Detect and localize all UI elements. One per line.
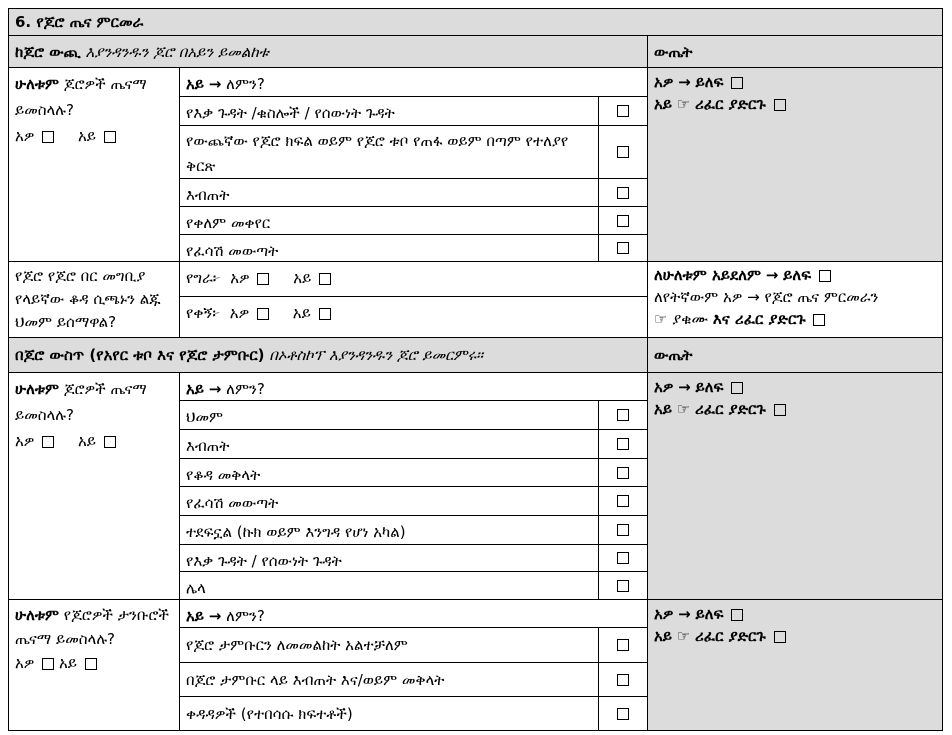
s4-if-no-label: አይ <box>186 607 205 625</box>
s1-item-1-checkbox[interactable] <box>617 146 629 158</box>
s3-item-0-checkbox[interactable] <box>617 409 629 421</box>
s1-question-bold: ሁለቱም <box>15 75 59 93</box>
s2-res-any-yes: ለየትኛውም አዎ <box>654 288 743 306</box>
s3-item-3: የፈሳሽ መውጣት <box>180 487 599 516</box>
s3-yes-label: አዎ <box>15 432 35 450</box>
s1-item-2-checkbox[interactable] <box>617 187 629 199</box>
s3-question-text: ጆሮዎች ጤናማ ይመስላሉ? <box>15 380 147 424</box>
s4-question-cell <box>9 600 180 731</box>
s3-question-bold: ሁለቱም <box>15 380 59 398</box>
section1-result-header: ውጤት <box>648 36 943 68</box>
s3-item-0-checkbox-cell <box>599 401 648 430</box>
s1-no-checkbox[interactable] <box>104 131 116 143</box>
pointing-hand-icon: ☞ <box>676 627 691 645</box>
s1-if-no <box>180 68 648 97</box>
arrow-icon: → <box>208 607 222 625</box>
s3-if-no-label: አይ <box>186 380 205 398</box>
s2-res-none: ለሁለቱም አይደለም <box>654 266 761 284</box>
s3-item-4: ተደፍኗል (ኩክ ወይም እንግዳ የሆነ አካል) <box>180 516 599 545</box>
s4-res-pass: ይለፍ <box>695 605 724 623</box>
s2-right-no-checkbox[interactable] <box>319 308 331 320</box>
section1-title: ከጆሮ ውጪ <box>15 43 81 61</box>
section3-result-header: ውጤት <box>648 338 943 373</box>
s3-yes-checkbox[interactable] <box>42 436 54 448</box>
s4-no-label: አይ <box>58 654 77 672</box>
s1-res-pass-checkbox[interactable] <box>731 77 743 89</box>
s2-res-pass-checkbox[interactable] <box>819 270 831 282</box>
s3-item-2: የቆዳ መቅላት <box>180 459 599 487</box>
s2-question-cell: የጆሮ የጆሮ በር መግቢያ የላይኛው ቆዳ ሲጫኑን ልጁ ህመም ይሰማዋል? <box>9 262 180 338</box>
s4-res-yes: አዎ <box>654 605 674 623</box>
s1-item-2-checkbox-cell <box>599 179 648 207</box>
pointing-hand-icon: ☞ <box>654 310 668 328</box>
s3-item-6-checkbox-cell <box>599 572 648 600</box>
s1-item-0-checkbox-cell <box>599 97 648 126</box>
section1-header <box>9 36 648 68</box>
s3-item-4-checkbox-cell <box>599 516 648 545</box>
s1-res-refer: ሪፈር ያድርጉ <box>695 95 766 113</box>
arrow-icon: → <box>747 288 760 306</box>
section1-instruction: እያንዳንዱን ጆሮ በአይን ይመልከቱ <box>85 43 269 61</box>
s2-left-no-checkbox[interactable] <box>319 273 331 285</box>
s4-item-2-checkbox-cell <box>599 697 648 731</box>
s4-question-bold: ሁለቱም <box>15 606 59 624</box>
s1-item-1-checkbox-cell <box>599 126 648 179</box>
s3-res-refer: ሪፈር ያድርጉ <box>695 400 766 418</box>
s4-item-0-checkbox-cell <box>599 628 648 663</box>
s1-res-refer-checkbox[interactable] <box>774 99 786 111</box>
s3-res-pass: ይለፍ <box>695 378 724 396</box>
s4-item-1-checkbox-cell <box>599 663 648 697</box>
s1-if-no-label: አይ <box>186 75 205 93</box>
s2-res-pass: ይለፍ <box>783 266 812 284</box>
s1-item-0: የእቃ ጉዳት /ቁስሎች / የሰውነት ጉዳት <box>180 97 599 126</box>
arrow-icon: → <box>208 380 222 398</box>
s4-res-refer-checkbox[interactable] <box>774 631 786 643</box>
s4-res-no: አይ <box>654 627 673 645</box>
s1-item-3: የቀለም መቀየር <box>180 207 599 235</box>
s1-result-cell <box>648 68 943 262</box>
s2-res-stop: ያቁሙ <box>672 310 709 328</box>
s3-item-1: እብጠት <box>180 430 599 459</box>
s1-no-label: አይ <box>78 127 97 145</box>
s3-item-6: ሌላ <box>180 572 599 600</box>
s4-if-no <box>180 600 648 628</box>
s1-res-no: አይ <box>654 95 673 113</box>
arrow-icon: → <box>765 266 779 284</box>
s2-result-cell <box>648 262 943 338</box>
s1-item-4-checkbox-cell <box>599 235 648 262</box>
s1-res-yes: አዎ <box>654 73 674 91</box>
s2-right-label: የቀኝ፦ <box>186 304 221 322</box>
s1-item-2: እብጠት <box>180 179 599 207</box>
section3-header <box>9 338 648 373</box>
s3-why-text: ለምን? <box>226 380 265 398</box>
s1-why-text: ለምን? <box>226 75 265 93</box>
s4-yes-label: አዎ <box>15 654 35 672</box>
pointing-hand-icon: ☞ <box>676 95 691 113</box>
s4-item-2: ቀዳዳዎች (የተበሳሱ ክፍተቶች) <box>180 697 599 731</box>
s4-item-0-checkbox[interactable] <box>617 639 629 651</box>
s3-res-yes: አዎ <box>654 378 674 396</box>
s1-yes-label: አዎ <box>15 127 35 145</box>
form-title: 6. የጆሮ ጤና ምርመራ <box>9 9 943 36</box>
s2-right-yes: አዎ <box>229 304 250 322</box>
arrow-icon: → <box>208 75 222 93</box>
arrow-icon: → <box>678 73 691 91</box>
s4-question-text: የጆሮዎች ታንቡሮች ጤናማ ይመስላሉ? <box>15 606 170 648</box>
s4-yes-checkbox[interactable] <box>42 658 54 670</box>
s1-res-pass: ይለፍ <box>695 73 724 91</box>
s1-item-3-checkbox-cell <box>599 207 648 235</box>
s2-res-refer-checkbox[interactable] <box>813 314 825 326</box>
s3-no-checkbox[interactable] <box>104 436 116 448</box>
s3-item-2-checkbox[interactable] <box>617 467 629 479</box>
s3-no-label: አይ <box>78 432 97 450</box>
s2-left-yes: አዎ <box>230 269 250 287</box>
s4-why-text: ለምን? <box>226 607 265 625</box>
s2-left-no: አይ <box>293 269 312 287</box>
s1-question-text: ጆሮዎች ጤናማ ይመስላሉ? <box>15 75 147 119</box>
arrow-icon: → <box>678 605 691 623</box>
s1-item-3-checkbox[interactable] <box>617 215 629 227</box>
s1-question-cell <box>9 68 180 262</box>
s3-if-no <box>180 373 648 401</box>
s4-res-refer: ሪፈር ያድርጉ <box>695 627 766 645</box>
s4-item-1: በጆሮ ታምቡር ላይ እብጠት እና/ወይም መቅላት <box>180 663 599 697</box>
s4-item-1-checkbox[interactable] <box>617 674 629 686</box>
s3-item-0: ህመም <box>180 401 599 430</box>
s3-result-cell <box>648 373 943 600</box>
arrow-icon: → <box>678 378 691 396</box>
s3-item-5-checkbox[interactable] <box>617 552 629 564</box>
s3-item-1-checkbox[interactable] <box>617 438 629 450</box>
section3-instruction: በኦቶስኮፕ እያንዳንዱን ጆሮ ይመርምሩ። <box>269 346 483 364</box>
s3-item-2-checkbox-cell <box>599 459 648 487</box>
s3-item-3-checkbox[interactable] <box>617 495 629 507</box>
s4-item-2-checkbox[interactable] <box>617 708 629 720</box>
s3-item-5-checkbox-cell <box>599 545 648 572</box>
s1-item-1: የውጨኛው የጆሮ ክፍል ወይም የጆሮ ቱቦ የጠፋ ወይም በጣም የተለያየ ቅርጽ <box>180 126 599 179</box>
s2-left-yes-checkbox[interactable] <box>257 273 269 285</box>
s1-item-4-checkbox[interactable] <box>617 242 629 254</box>
s1-item-0-checkbox[interactable] <box>617 105 629 117</box>
s1-item-4: የፈሳሽ መውጣት <box>180 235 599 262</box>
s2-left-row <box>180 262 648 297</box>
s3-res-refer-checkbox[interactable] <box>774 404 786 416</box>
s3-res-pass-checkbox[interactable] <box>731 382 743 394</box>
s2-right-yes-checkbox[interactable] <box>257 308 269 320</box>
s3-item-1-checkbox-cell <box>599 430 648 459</box>
s4-result-cell <box>648 600 943 731</box>
s2-res-exam: የጆሮ ጤና ምርመራን <box>764 288 879 306</box>
s4-item-0: የጆሮ ታምቡርን ለመመልከት አልተቻለም <box>180 628 599 663</box>
s3-question-cell <box>9 373 180 600</box>
s2-res-refer: እና ሪፈር ያድርጉ <box>712 310 806 328</box>
s2-left-label: የግራ፦ <box>186 269 221 287</box>
s2-right-no: አይ <box>292 304 311 322</box>
pointing-hand-icon: ☞ <box>676 400 691 418</box>
section3-title: በጆሮ ውስጥ (የአየር ቱቦ እና የጆሮ ታምቡር) <box>15 346 265 364</box>
s4-res-pass-checkbox[interactable] <box>731 609 743 621</box>
s3-item-6-checkbox[interactable] <box>617 580 629 592</box>
ear-health-form <box>8 8 943 731</box>
s2-right-row <box>180 297 648 338</box>
s1-yes-checkbox[interactable] <box>42 131 54 143</box>
s3-item-3-checkbox-cell <box>599 487 648 516</box>
s3-res-no: አይ <box>654 400 673 418</box>
s3-item-5: የእቃ ጉዳት / የሰውነት ጉዳት <box>180 545 599 572</box>
s4-no-checkbox[interactable] <box>85 658 97 670</box>
s3-item-4-checkbox[interactable] <box>617 524 629 536</box>
